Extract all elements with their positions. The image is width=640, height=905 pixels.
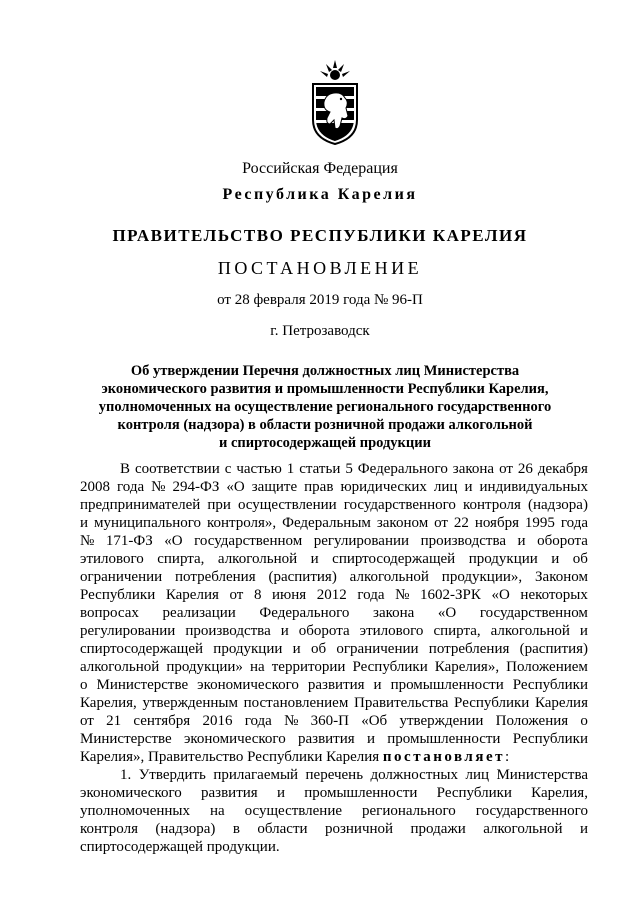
body-line xyxy=(80,532,588,550)
document-title xyxy=(80,362,570,452)
word: регионального xyxy=(362,803,456,819)
word: спирта, xyxy=(157,551,205,567)
word: промышленности xyxy=(390,677,504,693)
word: реализации xyxy=(162,605,236,621)
document-date: от 28 февраля 2019 года № 96-П xyxy=(217,292,423,308)
word: 8 xyxy=(253,587,262,603)
word: законом xyxy=(376,515,429,531)
republic-name: Республика Карелия xyxy=(222,186,418,203)
title-line: и спиртосодержащей продукции xyxy=(219,435,431,451)
word: оборота xyxy=(298,623,350,639)
word: продукции xyxy=(468,551,538,567)
item-line xyxy=(80,820,588,838)
word: Положения xyxy=(495,713,569,729)
word: «О xyxy=(491,587,510,603)
word: и xyxy=(464,479,473,495)
word: прилагаемый xyxy=(213,767,299,783)
word: о xyxy=(580,713,588,729)
word: 1. xyxy=(120,767,132,783)
title-line: Об утверждении Перечня должностных лиц Министерства xyxy=(130,363,520,379)
word: декабря xyxy=(537,461,588,477)
word: Положением xyxy=(506,659,588,675)
word: Карелия, xyxy=(531,785,588,801)
word: регулировании xyxy=(80,623,176,639)
word: территории xyxy=(271,659,346,675)
word: алкогольной xyxy=(349,569,429,585)
word: (распития) xyxy=(268,569,337,585)
word: Республики xyxy=(454,695,530,711)
word: № xyxy=(284,713,299,729)
word: промышленности xyxy=(304,785,418,801)
word: об xyxy=(572,551,588,567)
document-city: г. Петрозаводск xyxy=(270,323,370,339)
item-1-paragraph xyxy=(80,766,588,856)
word: контроля xyxy=(80,821,138,837)
word: спиртосодержащей xyxy=(80,641,204,657)
word: на xyxy=(250,659,265,675)
word: экономического xyxy=(80,785,182,801)
word: потребления xyxy=(428,641,510,657)
word: индивидуальных xyxy=(479,479,588,495)
word: Республики xyxy=(80,587,156,603)
body-line xyxy=(80,604,588,622)
word: Министерства xyxy=(496,767,588,783)
word: этилового xyxy=(359,623,424,639)
word: государственном xyxy=(194,533,303,549)
word: алкогольной xyxy=(80,659,160,675)
word: частью xyxy=(236,461,282,477)
word: закона xyxy=(373,605,415,621)
word: при xyxy=(207,497,231,513)
word: спиртосодержащей xyxy=(332,551,456,567)
word: сентября xyxy=(133,713,191,729)
title-line: экономического развития и промышленности Республики Карелия, xyxy=(101,381,549,397)
word: 294-ФЗ xyxy=(172,479,220,495)
word: соответствии xyxy=(134,461,220,477)
word: и xyxy=(517,533,526,549)
word: Федерального xyxy=(357,461,448,477)
word: спирта, xyxy=(433,623,481,639)
body-line xyxy=(80,496,588,514)
word: постановлением xyxy=(243,695,349,711)
body-line xyxy=(80,568,588,586)
word: осуществлении xyxy=(237,497,337,513)
word: 5 xyxy=(345,461,353,477)
word: Республики xyxy=(436,785,512,801)
word: «О xyxy=(164,533,183,549)
word: утверждении xyxy=(399,713,484,729)
word: уполномоченных xyxy=(80,803,190,819)
word: и xyxy=(366,731,375,747)
word: производства xyxy=(420,533,506,549)
word: экономического xyxy=(197,677,299,693)
word: защите xyxy=(251,479,298,495)
body-line xyxy=(80,460,588,478)
item-line xyxy=(80,766,588,784)
word: предпринимателей xyxy=(80,497,201,513)
word: области xyxy=(257,821,308,837)
word: Правительства xyxy=(353,695,449,711)
word: года xyxy=(117,479,145,495)
word: осуществление xyxy=(244,803,343,819)
preamble-paragraph xyxy=(80,460,588,766)
word: Карелия xyxy=(165,587,219,603)
word: развития xyxy=(297,731,355,747)
word: «О xyxy=(226,479,245,495)
body-line xyxy=(80,694,588,712)
word: (распития) xyxy=(519,641,588,657)
word: Законом xyxy=(535,569,588,585)
word: № xyxy=(80,533,95,549)
word: продукции xyxy=(213,641,283,657)
word: Карелия xyxy=(534,695,588,711)
word: алкогольной xyxy=(217,551,298,567)
word: В xyxy=(120,461,131,477)
word: 360-П xyxy=(310,713,349,729)
word: государственном xyxy=(479,605,588,621)
document-body xyxy=(80,460,588,856)
government-title: ПРАВИТЕЛЬСТВО РЕСПУБЛИКИ КАРЕЛИЯ xyxy=(112,226,528,245)
word: вопросах xyxy=(80,605,139,621)
word: экономического xyxy=(183,731,286,747)
word: Утвердить xyxy=(138,767,206,783)
word: года xyxy=(560,515,588,531)
word: и xyxy=(280,623,289,639)
word: (надзора) xyxy=(527,497,588,513)
word: 1995 xyxy=(524,515,555,531)
word: Республики xyxy=(352,659,428,675)
word: государственного xyxy=(475,803,588,819)
karelia-coat-of-arms-icon xyxy=(308,58,362,146)
word: на xyxy=(209,803,225,819)
body-line xyxy=(80,550,588,568)
document-type: ПОСТАНОВЛЕНИЕ xyxy=(217,258,423,278)
word: Карелия», xyxy=(434,659,500,675)
word: государственного xyxy=(343,497,456,513)
word: перечень xyxy=(305,767,364,783)
word: и xyxy=(310,551,319,567)
word: об xyxy=(310,641,327,657)
word: алкогольной xyxy=(483,821,563,837)
word: продажи xyxy=(410,821,466,837)
item-line xyxy=(80,802,588,820)
word: от xyxy=(499,461,513,477)
word: Федерального xyxy=(259,605,350,621)
word: июня xyxy=(272,587,307,603)
word: 171-ФЗ xyxy=(105,533,153,549)
body-final-colon: : xyxy=(505,749,510,765)
resolution-word: постановляет xyxy=(382,749,505,765)
word: этилового xyxy=(80,551,144,567)
word: Федеральным xyxy=(282,515,371,531)
word: 2016 xyxy=(202,713,233,729)
word: 2008 xyxy=(80,479,110,495)
word: № xyxy=(395,587,410,603)
body-line xyxy=(80,640,588,658)
word: Республики xyxy=(512,731,588,747)
word: продукции», xyxy=(441,569,523,585)
word: 26 xyxy=(517,461,533,477)
word: закона xyxy=(452,461,495,477)
word: регулировании xyxy=(313,533,410,549)
word: Министерстве xyxy=(80,731,172,747)
word: Министерстве xyxy=(96,677,189,693)
word: алкогольной xyxy=(490,623,570,639)
word: (надзора) xyxy=(155,821,216,837)
body-line xyxy=(80,622,588,640)
word: и xyxy=(579,623,588,639)
word: «О xyxy=(437,605,457,621)
word: года xyxy=(244,713,272,729)
body-line xyxy=(80,658,588,676)
word: от xyxy=(80,713,94,729)
word: производства xyxy=(185,623,271,639)
body-line xyxy=(80,586,588,604)
body-line xyxy=(80,712,588,730)
body-line-final xyxy=(80,748,588,766)
word: юридических xyxy=(340,479,427,495)
word: года xyxy=(357,587,385,603)
word: 2012 xyxy=(316,587,347,603)
item-line xyxy=(80,784,588,802)
word: и xyxy=(373,677,382,693)
word: контроля», xyxy=(206,515,277,531)
word: 22 xyxy=(453,515,469,531)
title-line: уполномоченных на осуществление регионального государственного xyxy=(98,399,552,415)
word: и xyxy=(276,785,285,801)
word: должностных xyxy=(370,767,459,783)
item-line-final: спиртосодержащей продукции. xyxy=(80,839,280,855)
word: статьи xyxy=(299,461,341,477)
word: лиц xyxy=(433,479,458,495)
word: и xyxy=(579,821,588,837)
word: № xyxy=(151,479,166,495)
word: ограничении xyxy=(336,641,419,657)
body-line xyxy=(80,478,588,496)
word: и xyxy=(551,551,560,567)
word: некоторых xyxy=(520,587,588,603)
body-final-text: Карелия», Правительство Республики Карелия xyxy=(80,749,383,765)
body-line xyxy=(80,730,588,748)
country-name: Российская Федерация xyxy=(242,160,398,177)
word: развития xyxy=(201,785,258,801)
word: контроля xyxy=(462,497,521,513)
body-line xyxy=(80,514,588,532)
word: муниципального xyxy=(93,515,202,531)
word: 1 xyxy=(286,461,295,477)
word: о xyxy=(80,677,88,693)
word: оборота xyxy=(537,533,588,549)
word: развития xyxy=(307,677,365,693)
body-line xyxy=(80,676,588,694)
word: от xyxy=(434,515,448,531)
word: в xyxy=(232,821,240,837)
word: розничной xyxy=(324,821,394,837)
title-line: контроля (надзора) в области розничной продажи алкогольной xyxy=(117,417,533,433)
word: ноября xyxy=(474,515,519,531)
word: Карелия, xyxy=(80,695,137,711)
word: с xyxy=(224,461,232,477)
word: продукции» xyxy=(166,659,243,675)
word: и xyxy=(80,515,89,531)
word: Республики xyxy=(512,677,588,693)
word: потребления xyxy=(175,569,256,585)
word: от xyxy=(229,587,244,603)
word: и xyxy=(292,641,301,657)
word: утвержденным xyxy=(142,695,238,711)
word: лиц xyxy=(465,767,489,783)
word: 1602-ЗРК xyxy=(420,587,481,603)
word: «Об xyxy=(361,713,388,729)
word: 21 xyxy=(106,713,122,729)
word: прав xyxy=(304,479,334,495)
word: промышленности xyxy=(387,731,501,747)
word: ограничении xyxy=(80,569,163,585)
